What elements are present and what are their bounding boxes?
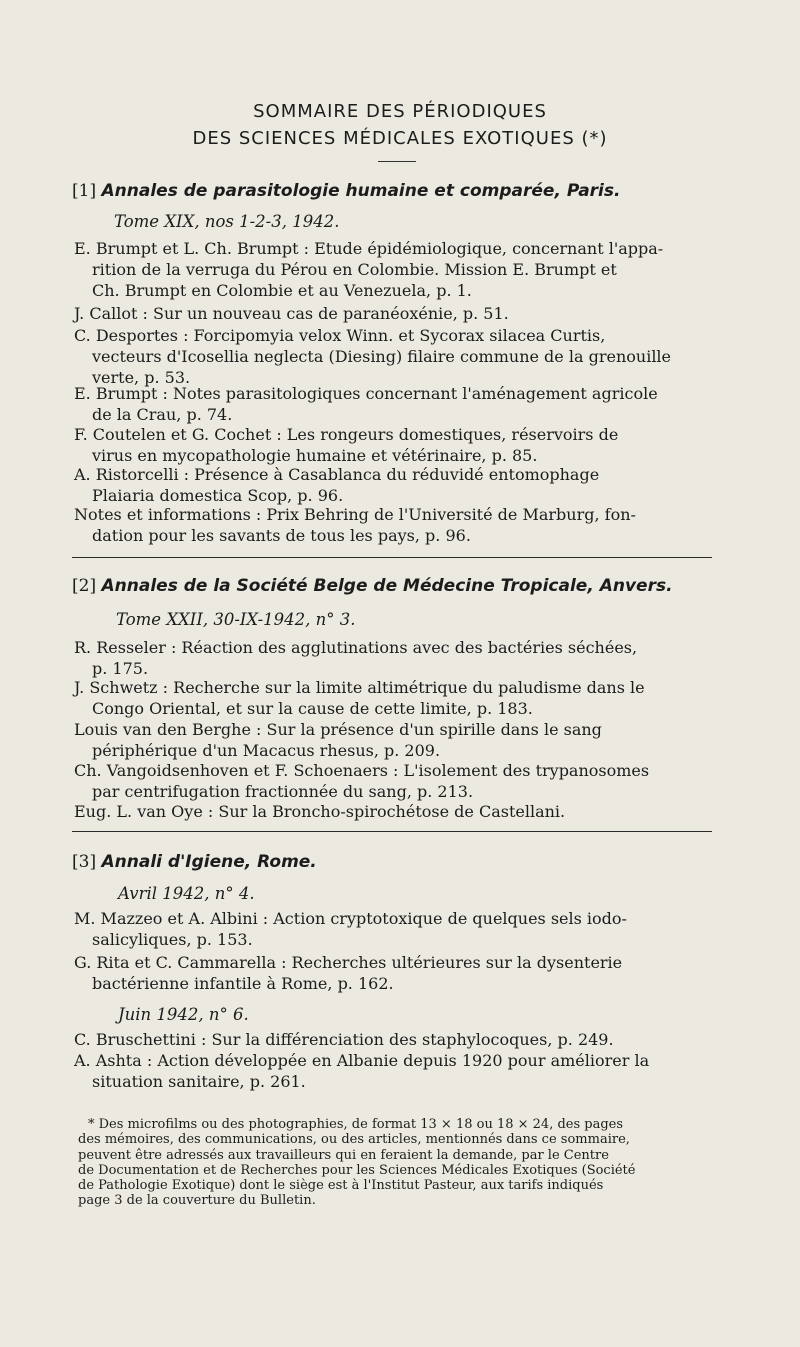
entry: R. Resseler : Réaction des agglutinations avec des bactéries séchées, p. 175. <box>74 638 638 678</box>
section-1-heading <box>72 181 620 201</box>
section-1-issue: Tome XIX, nos 1-2-3, 1942. <box>114 212 340 231</box>
section-2-heading <box>72 576 673 596</box>
entry: Notes et informations : Prix Behring de l'Université de Marburg, fon- dation pour les savants de tous les pays, p. 96. <box>74 505 636 545</box>
section-journal-title: Annales de parasitologie humaine et comparée, Paris. <box>101 181 621 201</box>
entry: Ch. Vangoidsenhoven et F. Schoenaers : L'isolement des trypanosomes par centrifugation fractionnée du sang, p. 213. <box>74 761 650 801</box>
entry: A. Ashta : Action développée en Albanie depuis 1920 pour améliorer la situation sanitaire, p. 261. <box>74 1051 650 1091</box>
section-number: [2] <box>72 576 97 596</box>
section-2-issue: Tome XXII, 30-IX-1942, n° 3. <box>116 610 356 629</box>
entry: A. Ristorcelli : Présence à Casablanca du réduvidé entomophage Plaiaria domestica Scop, p. 96. <box>74 465 600 505</box>
entry: G. Rita et C. Cammarella : Recherches ultérieures sur la dysenterie bactérienne infantile à Rome, p. 162. <box>74 953 623 993</box>
section-number: [1] <box>72 181 97 201</box>
section-journal-title: Annali d'Igiene, Rome. <box>101 852 317 872</box>
entry: M. Mazzeo et A. Albini : Action cryptotoxique de quelques sels iodo- salicyliques, p. 153. <box>74 909 627 949</box>
title-divider <box>378 161 416 162</box>
page-title-line-1: SOMMAIRE DES PÉRIODIQUES <box>253 101 547 122</box>
section-number: [3] <box>72 852 97 872</box>
entry: Louis van den Berghe : Sur la présence d'un spirille dans le sang périphérique d'un Macacus rhesus, p. 209. <box>74 720 602 760</box>
entry: E. Brumpt : Notes parasitologiques concernant l'aménagement agricole de la Crau, p. 74. <box>74 384 658 424</box>
entry: F. Coutelen et G. Cochet : Les rongeurs domestiques, réservoirs de virus en mycopathologie humaine et vétérinaire, p. 85. <box>74 425 619 465</box>
entry: C. Desportes : Forcipomyia velox Winn. et Sycorax silacea Curtis, vecteurs d'Icosellia neglecta (Diesing) filaire commune de la grenouille verte, p. 53. <box>74 326 672 387</box>
footnote: * Des microfilms ou des photographies, de format 13 × 18 ou 18 × 24, des pages des mémoires, des communications, ou des articles, mentionnés dans ce sommaire, peuvent être adressés aux travailleurs qui en feraient la demande, par le Centre de Documentation et de Recherches pour les Sciences Médicales Exotiques (Société de Pathologie Exotique) dont le siège est à l'Institut Pasteur, aux tarifs indiqués page 3 de la couverture du Bulletin. <box>78 1117 636 1209</box>
section-divider <box>72 557 712 558</box>
section-3-heading <box>72 852 317 872</box>
entry: Eug. L. van Oye : Sur la Broncho-spirochétose de Castellani. <box>74 802 566 821</box>
entry: J. Schwetz : Recherche sur la limite altimétrique du paludisme dans le Congo Oriental, et sur la cause de cette limite, p. 183. <box>74 678 645 718</box>
entry: E. Brumpt et L. Ch. Brumpt : Etude épidémiologique, concernant l'appa- rition de la verruga du Pérou en Colombie. Mission E. Brumpt et Ch. Brumpt en Colombie et au Venezuela, p. 1. <box>74 239 664 300</box>
entry: J. Callot : Sur un nouveau cas de paranéoxénie, p. 51. <box>74 304 509 323</box>
section-3-issue-2: Juin 1942, n° 6. <box>118 1005 249 1024</box>
page-title-line-2: DES SCIENCES MÉDICALES EXOTIQUES (*) <box>192 128 608 149</box>
section-3-issue-1: Avril 1942, n° 4. <box>118 884 255 903</box>
section-divider <box>72 831 712 832</box>
entry: C. Bruschettini : Sur la différenciation des staphylocoques, p. 249. <box>74 1030 614 1049</box>
section-journal-title: Annales de la Société Belge de Médecine Tropicale, Anvers. <box>101 576 673 596</box>
